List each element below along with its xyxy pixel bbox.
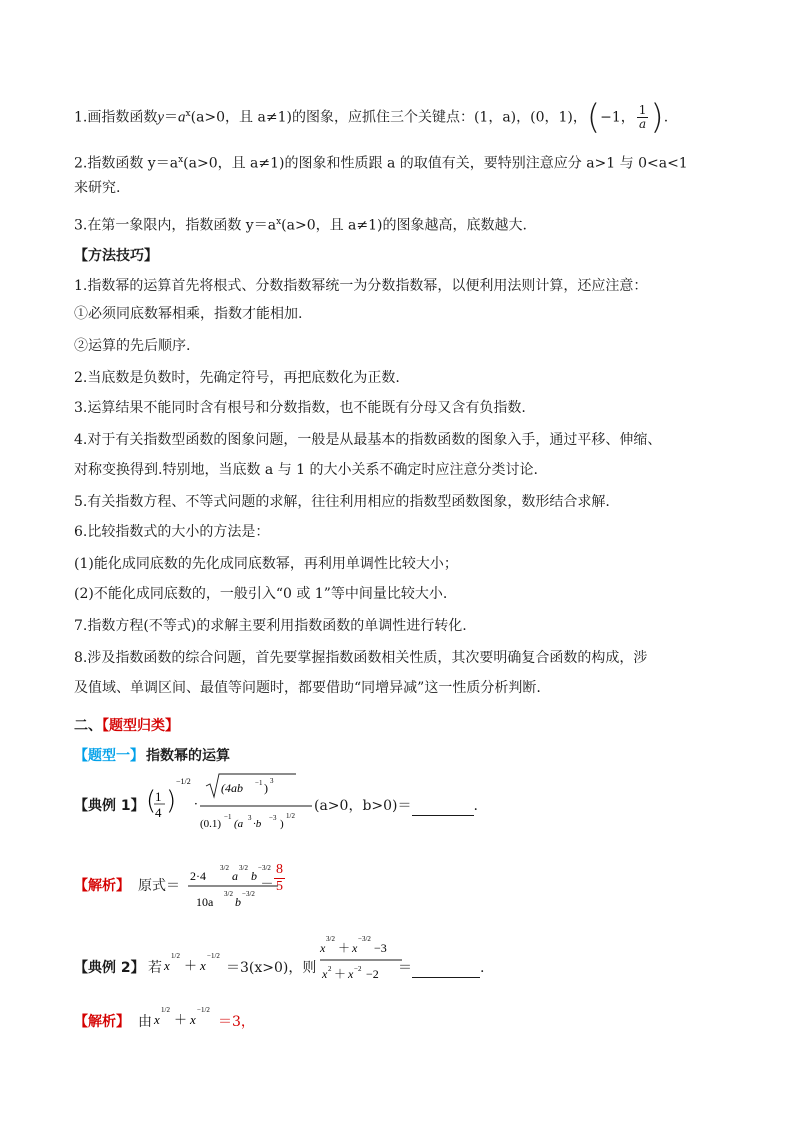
left-paren: ( (586, 97, 601, 138)
svg-text:＋: ＋ (184, 958, 198, 973)
den-b2: ·b (253, 818, 262, 830)
svg-text:x: x (352, 941, 358, 955)
sol1-top-b-exp: −3/2 (258, 864, 271, 872)
svg-text:＋: ＋ (338, 941, 351, 955)
svg-text:−1/2: −1/2 (207, 952, 220, 960)
svg-text:3/2: 3/2 (326, 935, 335, 943)
svg-text:−1/2: −1/2 (197, 1006, 210, 1014)
root-pow: 3 (270, 777, 274, 785)
method-6a: (1)能化成同底数的先化成同底数幂，再利用单调性比较大小； (74, 556, 458, 572)
para-2-line-1: 2.指数函数 $y=a^x(a>0$，且 a≠1)的图象和性质跟 a 的取值有关，要特别注意应分 a>1 与 0<a<1 (74, 155, 688, 172)
para-1: 1.画指数函数$y=a^x(a>0$，且 a≠1)的图象，应抓住三个关键点：(1，a)，(0，1)，(−1， $\frac{1}{a}$ ). (74, 97, 669, 138)
root-close: ) (264, 781, 268, 795)
svg-text:＋: ＋ (334, 967, 347, 981)
quarter-num: 1 (155, 789, 162, 804)
para-3: 3.在第一象限内，指数函数 $y=a^x(a>0$，且 a≠1)的图象越高，底数越大. (74, 217, 527, 234)
svg-text:1/2: 1/2 (161, 1006, 170, 1014)
solution-2-value: ＝3， (218, 1014, 255, 1030)
svg-text:−3/2: −3/2 (358, 935, 371, 943)
den-a: (0.1) (200, 818, 222, 830)
sol1-top-a-exp: 3/2 (239, 864, 248, 872)
svg-text:＋: ＋ (174, 1012, 188, 1027)
example-1-expression (146, 772, 326, 842)
svg-text:x: x (154, 1012, 160, 1027)
sol1-bot-b: b (235, 895, 241, 909)
one-over-a-fraction: $\frac{1}{a}$ (638, 103, 647, 132)
sol1-bot: 10a (196, 895, 214, 909)
method-6: 6.比较指数式的大小的方法是： (74, 524, 270, 540)
paren-open: ( (146, 786, 157, 816)
den-b: (a (234, 818, 244, 830)
den-close: ) (280, 818, 284, 830)
dot: · (194, 797, 198, 811)
solution-2-text: 由 (138, 1014, 152, 1030)
p1-cond: (a>0，且 a≠1)的图象，应抓住三个关键点：(1，a)，(0，1)， (190, 109, 587, 126)
den-half: 1/2 (286, 812, 295, 820)
p1-point: −1， (600, 109, 635, 126)
svg-text:x: x (322, 967, 328, 981)
svg-text:x: x (348, 967, 354, 981)
para-2-line-2: 来研究. (74, 180, 121, 196)
sol1-top-a: a (232, 869, 238, 883)
method-6b: (2)不能化成同底数的，一般引入“0 或 1”等中间量比较大小. (74, 586, 448, 602)
den-b2-exp: −3 (269, 814, 277, 822)
sol1-bot-exp: 3/2 (224, 890, 233, 898)
method-2: 2.当底数是负数时，先确定符号，再把底数化为正数. (74, 370, 400, 386)
quarter-den: 4 (155, 805, 162, 820)
solution-2-label: 【解析】 (74, 1014, 130, 1030)
method-3: 3.运算结果不能同时含有根号和分数指数，也不能既有分母又含有负指数. (74, 400, 526, 416)
method-4b: 对称变换得到.特别地，当底数 a 与 1 的大小关系不确定时应注意分类讨论. (74, 462, 538, 478)
svg-text:−3: −3 (374, 941, 387, 955)
solution-2-expression (152, 1000, 218, 1030)
p1-var-a: a (178, 109, 186, 126)
svg-text:x: x (200, 958, 206, 973)
method-8b: 及值域、单调区间、最值等问题时，都要借助“同增异减”这一性质分析判断. (74, 680, 541, 696)
method-1: 1.指数幂的运算首先将根式、分数指数幂统一为分数指数幂，以便利用法则计算，还应注意： (74, 278, 648, 294)
example-2-eq: ＝3(x>0)，则 (226, 960, 317, 976)
p1-var-y: y (157, 109, 165, 126)
p1-sup-x: x (185, 109, 191, 119)
solution-1-eq: ＝ (260, 878, 274, 894)
answer-blank-2[interactable] (412, 963, 480, 978)
svg-text:1/2: 1/2 (171, 952, 180, 960)
solution-1-text: 原式＝ (138, 878, 180, 894)
solution-1-label: 【解析】 (74, 878, 130, 894)
root-inner-exp: −1 (255, 779, 263, 787)
sol1-top: 2·4 (190, 869, 206, 883)
example-1-tail: (a>0，b>0)＝ . (314, 798, 478, 814)
neg-half-exp: −1/2 (176, 777, 191, 786)
example-2-if: 若 (148, 960, 162, 976)
type-1-heading: 【题型一】 指数幂的运算 (74, 748, 230, 764)
example-2-label: 【典例 2】 (74, 960, 145, 976)
paren-close: ) (166, 786, 177, 816)
svg-text:x: x (164, 958, 170, 973)
solution-1-answer: 8 5 (276, 862, 283, 894)
example-1-label: 【典例 1】 (74, 798, 145, 814)
sol1-top-b: b (251, 869, 257, 883)
root-inner: (4ab (221, 781, 243, 795)
p1-text: 1.画指数函数 (74, 109, 158, 126)
svg-text:x: x (320, 941, 326, 955)
right-paren: ) (650, 97, 664, 138)
svg-text:x: x (190, 1012, 196, 1027)
answer-blank-1[interactable] (412, 801, 474, 816)
method-5: 5.有关指数方程、不等式问题的求解，往往利用相应的指数型函数图象，数形结合求解. (74, 494, 610, 510)
section-2-heading: 二、【题型归类】 (74, 718, 179, 734)
method-8a: 8.涉及指数函数的综合问题，首先要掌握指数函数相关性质，其次要明确复合函数的构成，涉 (74, 650, 648, 666)
svg-text:−2: −2 (354, 965, 362, 973)
svg-text:−2: −2 (366, 967, 379, 981)
example-2-tail: ＝ . (398, 960, 485, 976)
sqrt-sign (206, 774, 296, 797)
sol1-bot-b-exp: −3/2 (242, 890, 255, 898)
method-1b: ②运算的先后顺序. (74, 338, 191, 354)
example-2-condition (162, 946, 222, 976)
p1-eq: ＝ (164, 109, 179, 126)
method-1a: ①必须同底数幂相乘，指数才能相加. (74, 306, 303, 322)
example-2-fraction (318, 930, 406, 988)
svg-text:2: 2 (328, 965, 332, 973)
den-b-exp: 3 (248, 814, 252, 822)
method-heading: 【方法技巧】 (74, 248, 158, 264)
sol1-top-exp: 3/2 (220, 864, 229, 872)
method-7: 7.指数方程(不等式)的求解主要利用指数函数的单调性进行转化. (74, 618, 467, 634)
den-a-exp: −1 (224, 813, 232, 821)
method-4a: 4.对于有关指数型函数的图象问题，一般是从最基本的指数函数的图象入手，通过平移、伸缩、 (74, 432, 662, 448)
